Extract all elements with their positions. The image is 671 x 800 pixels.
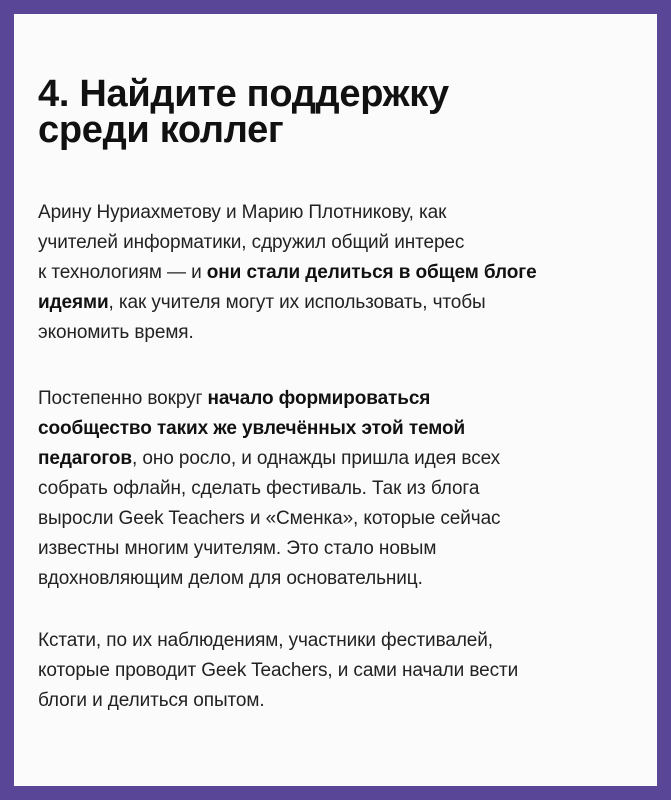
title-line-2: среди коллег bbox=[38, 109, 284, 151]
p1-line-1: Арину Нуриахметову и Марию Плотникову, как bbox=[38, 202, 447, 223]
title-line-1: 4. Найдите поддержку bbox=[38, 73, 449, 115]
p1-line-2: учителей информатики, сдружил общий интерес bbox=[38, 232, 465, 253]
p2-line-1 bbox=[38, 384, 638, 414]
content-card bbox=[14, 14, 657, 786]
p1-line-4-text: , как учителя могут их использовать, чтобы bbox=[108, 292, 486, 313]
page-title bbox=[38, 73, 638, 151]
paragraph-2 bbox=[38, 384, 638, 594]
paragraph-1 bbox=[38, 198, 638, 348]
p2-line-3-text: , оно росло, и однажды пришла идея всех bbox=[132, 448, 501, 469]
p3-line-1: Кстати, по их наблюдениям, участники фестивалей, bbox=[38, 630, 493, 651]
p1-line-4 bbox=[38, 288, 638, 318]
p1-line-3-text: к технологиям — и bbox=[38, 262, 207, 283]
p3-line-2: которые проводит Geek Teachers, и сами начали вести bbox=[38, 660, 519, 681]
p2-line-6: известны многим учителям. Это стало новым bbox=[38, 538, 437, 559]
p2-line-2-bold: сообщество таких же увлечённых этой темой bbox=[38, 418, 466, 439]
p2-line-3 bbox=[38, 444, 638, 474]
p1-line-4-bold: идеями bbox=[38, 292, 109, 313]
p1-line-3-bold: они стали делиться в общем блоге bbox=[206, 262, 537, 283]
p1-line-5: экономить время. bbox=[38, 322, 194, 343]
p1-line-3 bbox=[38, 258, 638, 288]
p2-line-2 bbox=[38, 414, 638, 444]
p2-line-7: вдохновляющим делом для основательниц. bbox=[38, 568, 423, 589]
p2-line-1-text: Постепенно вокруг bbox=[38, 388, 208, 409]
p3-line-3: блоги и делиться опытом. bbox=[38, 690, 265, 711]
paragraph-3 bbox=[38, 626, 638, 716]
p2-line-3-bold: педагогов bbox=[38, 448, 132, 469]
p2-line-5: выросли Geek Teachers и «Сменка», которые сейчас bbox=[38, 508, 501, 529]
p2-line-1-bold: начало формироваться bbox=[207, 388, 431, 409]
p2-line-4: собрать офлайн, сделать фестиваль. Так из блога bbox=[38, 478, 480, 499]
